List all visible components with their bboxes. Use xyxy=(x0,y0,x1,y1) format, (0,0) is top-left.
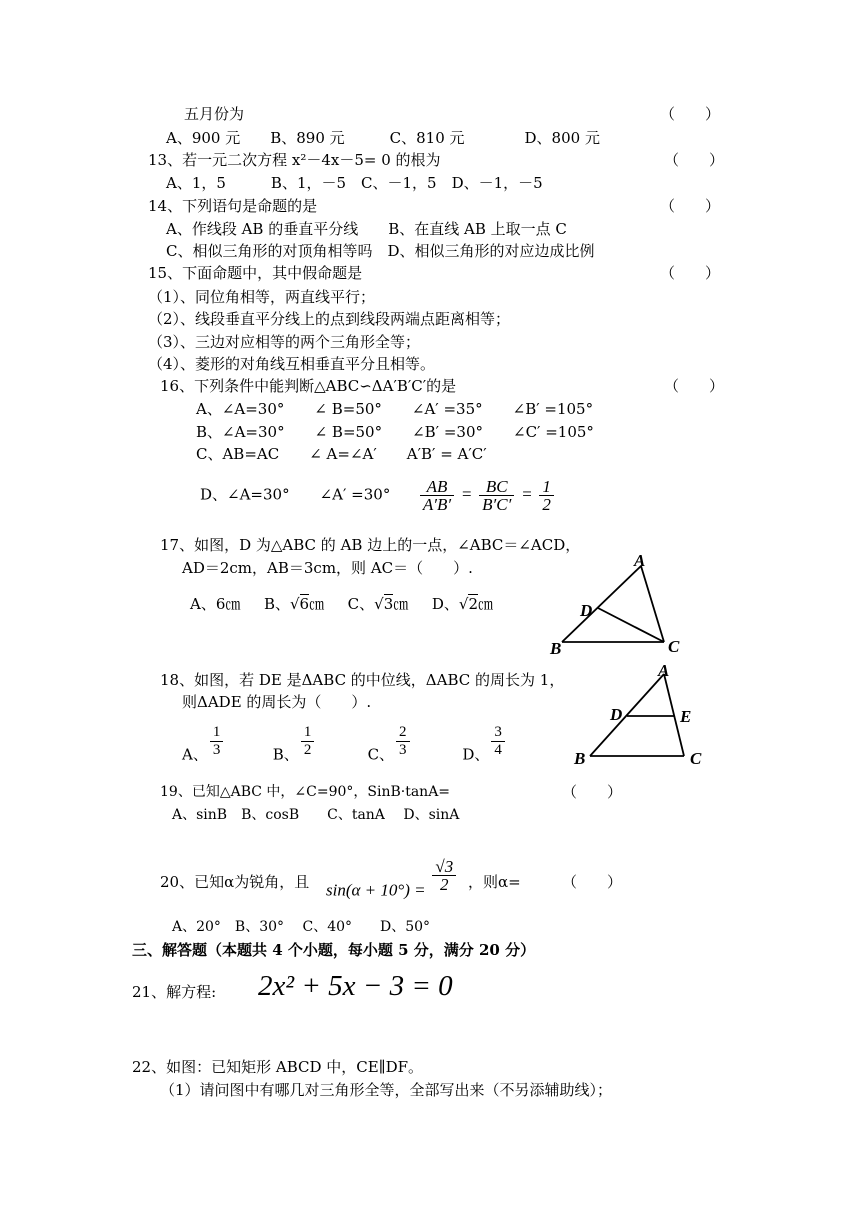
q13-answer-paren: （ ） xyxy=(664,151,725,169)
q18-label-c: C xyxy=(690,749,702,768)
q18-label-b: B xyxy=(574,749,586,768)
q15-answer-paren: （ ） xyxy=(660,264,721,282)
q17-label-c: C xyxy=(668,637,680,656)
q14-answer-paren: （ ） xyxy=(660,197,721,215)
q14-option-cd: C、相似三角形的对顶角相等吗 D、相似三角形的对应边成比例 xyxy=(166,242,595,260)
q16-answer-paren: （ ） xyxy=(664,377,725,395)
q22-line-1: 22、如图：已知矩形 ABCD 中，CE∥DF。 xyxy=(132,1058,424,1076)
q17-line-1: 17、如图，D 为△ABC 的 AB 边上的一点，∠ABC＝∠ACD， xyxy=(160,536,581,554)
q18-label-a: A xyxy=(658,661,670,680)
q16-option-d: D、∠A=30° ∠A′ =30° $\frac{AB}{A'B'}$ = $\frac{BC}{B'C'}$ = $\frac{1}{2}$ xyxy=(200,478,556,513)
q17-option-a: A、6㎝ xyxy=(190,595,241,613)
q17-label-b: B xyxy=(550,639,562,658)
q17-triangle-figure xyxy=(540,550,690,660)
q16-fraction-1: $\frac{AB}{A'B'}$ xyxy=(420,478,454,513)
q16-option-d-prefix: D、∠A=30° ∠A′ =30° xyxy=(200,485,391,504)
section-3-heading: 三、解答题（本题共 4 个小题，每小题 5 分，满分 20 分） xyxy=(132,941,536,959)
q16-fraction-3: $\frac{1}{2}$ xyxy=(539,478,554,513)
q15-stem: 15、下面命题中，其中假命题是 xyxy=(148,264,363,282)
q20-answer-paren: （ ） xyxy=(562,873,623,891)
q18-label-e: E xyxy=(680,707,692,726)
q14-option-ab: A、作线段 AB 的垂直平分线 B、在直线 AB 上取一点 C xyxy=(166,220,567,238)
q18-triangle-figure xyxy=(568,660,718,770)
q13-options: A、1，5 B、1，－5 C、－1，5 D、－1，－5 xyxy=(166,174,543,192)
q20-stem: 20、已知α为锐角，且 xyxy=(160,873,310,891)
q16-option-b: B、∠A=30° ∠ B=50° ∠B′ =30° ∠C′ =105° xyxy=(196,423,594,441)
q18-line-2: 则ΔADE 的周长为（ ）. xyxy=(182,693,372,711)
q16-option-a: A、∠A=30° ∠ B=50° ∠A′ =35° ∠B′ =105° xyxy=(196,400,594,418)
sqrt-symbol-icon: √ xyxy=(289,595,300,613)
q18-line-1: 18、如图，若 DE 是ΔABC 的中位线，ΔABC 的周长为 1， xyxy=(160,671,565,689)
q16-fraction-2: $\frac{BC}{B'C'}$ xyxy=(479,478,514,513)
q15-item-3: （3）、三边对应相等的两个三角形全等； xyxy=(148,333,421,351)
q18-label-d: D xyxy=(610,705,623,724)
q19-stem: 19、已知△ABC 中，∠C=90°，SinB·tanA= xyxy=(160,784,451,800)
sqrt-symbol-icon: √ xyxy=(374,595,384,613)
q20-options: A、20° B、30° C、40° D、50° xyxy=(172,919,431,935)
q16-stem: 16、下列条件中能判断△ABC∽ΔA′B′C′的是 xyxy=(160,377,457,395)
q15-item-2: （2）、线段垂直平分线上的点到线段两端点距离相等； xyxy=(148,310,511,328)
q17-line-2: AD＝2cm，AB＝3cm，则 AC＝（ ）. xyxy=(182,559,473,577)
q12-options: A、900 元 B、890 元 C、810 元 D、800 元 xyxy=(166,129,600,147)
q19-answer-paren: （ ） xyxy=(562,783,623,801)
q17-label-a: A xyxy=(634,551,646,570)
q20-stem-suffix: ，则α= xyxy=(468,873,521,891)
q12-answer-paren: （ ） xyxy=(660,105,721,123)
q20-function: sin(α + 10°) = xyxy=(326,880,426,900)
sqrt-symbol-icon: √ xyxy=(458,595,469,613)
q19-options: A、sinB B、cosB C、tanA D、sinA xyxy=(172,807,460,823)
q22-line-2: （1）请问图中有哪几对三角形全等，全部写出来（不另添辅助线）； xyxy=(160,1081,613,1099)
q16-option-c: C、AB=AC ∠ A=∠A′ A′B′ = A′C′ xyxy=(196,445,487,463)
q17-label-d: D xyxy=(580,601,593,620)
q21-equation: 2x² + 5x − 3 = 0 xyxy=(258,970,453,1002)
q12-tail-text: 五月份为 xyxy=(184,105,245,123)
q21-label: 21、解方程: xyxy=(132,983,217,1001)
q20-fraction: $\frac{√3}{2}$ xyxy=(432,858,456,893)
q20-equation xyxy=(326,858,458,900)
q14-stem: 14、下列语句是命题的是 xyxy=(148,197,318,215)
q13-stem: 13、若一元二次方程 x²－4x－5= 0 的根为 xyxy=(148,151,441,169)
q15-item-4: （4）、菱形的对角线互相垂直平分且相等。 xyxy=(148,355,436,373)
q17-options: A、6㎝ B、√6㎝ C、√3㎝ D、√2㎝ xyxy=(190,595,493,613)
q15-item-1: （1）、同位角相等，两直线平行； xyxy=(148,288,376,306)
q18-options: A、 $\frac{1}{3}$ B、 $\frac{1}{2}$ C、 $\frac{2}{3}$ D、 $\frac{3}{4}$ xyxy=(182,724,552,770)
